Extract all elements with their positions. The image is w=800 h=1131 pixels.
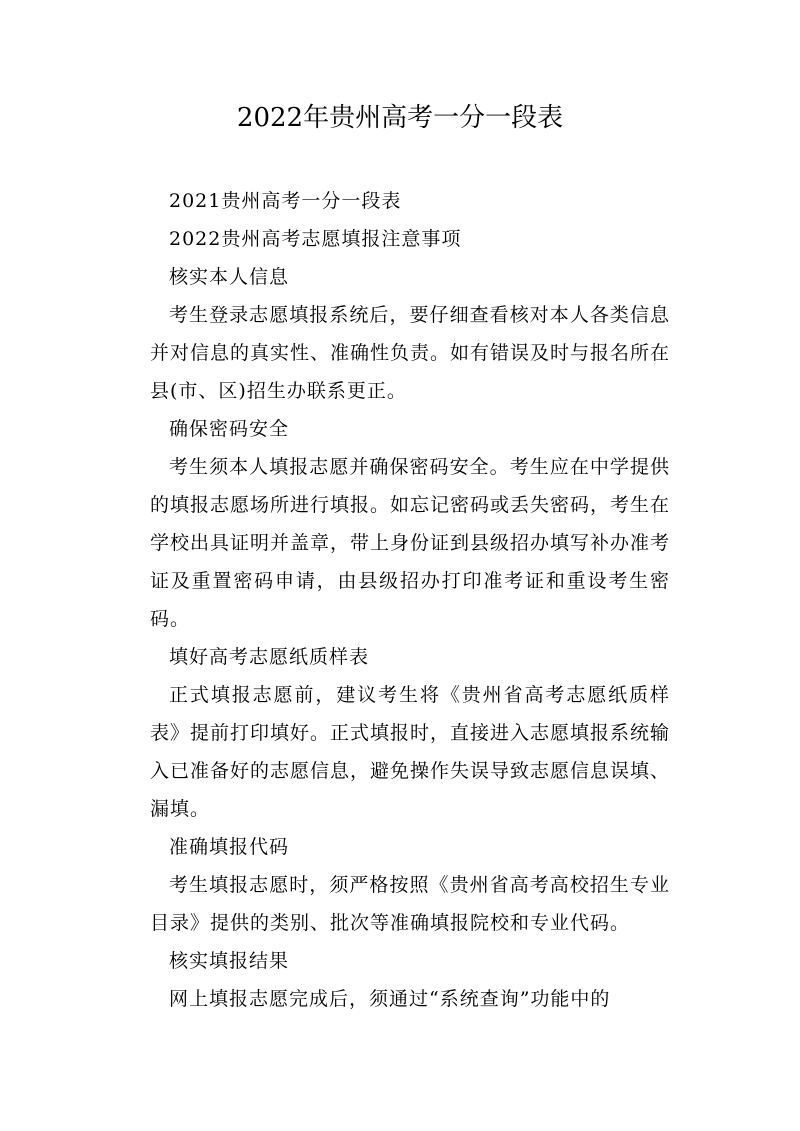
section-heading-verify-info: 核实本人信息 bbox=[169, 266, 290, 288]
paragraph-verify-info: 考生登录志愿填报系统后，要仔细查看核对本人各类信息并对信息的真实性、准确性负责。如有错误及时与报名所在县(市、区)招生办联系更正。 bbox=[150, 304, 671, 402]
link-2021-score-table: 2021贵州高考一分一段表 bbox=[169, 190, 402, 212]
section-heading-verify-result: 核实填报结果 bbox=[169, 950, 290, 972]
section-heading-password: 确保密码安全 bbox=[169, 418, 290, 440]
paragraph-paper-form: 正式填报志愿前，建议考生将《贵州省高考志愿纸质样表》提前打印填好。正式填报时，直接进入志愿填报系统输入已准备好的志愿信息，避免操作失误导致志愿信息误填、漏填。 bbox=[150, 684, 671, 820]
paragraph-codes: 考生填报志愿时，须严格按照《贵州省高考高校招生专业目录》提供的类别、批次等准确填报院校和专业代码。 bbox=[150, 874, 670, 934]
heading-2022-notes: 2022贵州高考志愿填报注意事项 bbox=[169, 228, 462, 250]
paragraph-verify-result: 网上填报志愿完成后，须通过“系统查询”功能中的 bbox=[169, 988, 611, 1010]
paragraph-password: 考生须本人填报志愿并确保密码安全。考生应在中学提供的填报志愿场所进行填报。如忘记密码或丢失密码，考生在学校出具证明并盖章，带上身份证到县级招办填写补办准考证及重置密码申请，由县级招办打印准考证和重设考生密码。 bbox=[150, 456, 671, 630]
section-heading-codes: 准确填报代码 bbox=[169, 836, 290, 858]
document-body bbox=[150, 182, 670, 1018]
page-title: 2022年贵州高考一分一段表 bbox=[236, 103, 564, 133]
section-heading-paper-form: 填好高考志愿纸质样表 bbox=[169, 646, 370, 668]
